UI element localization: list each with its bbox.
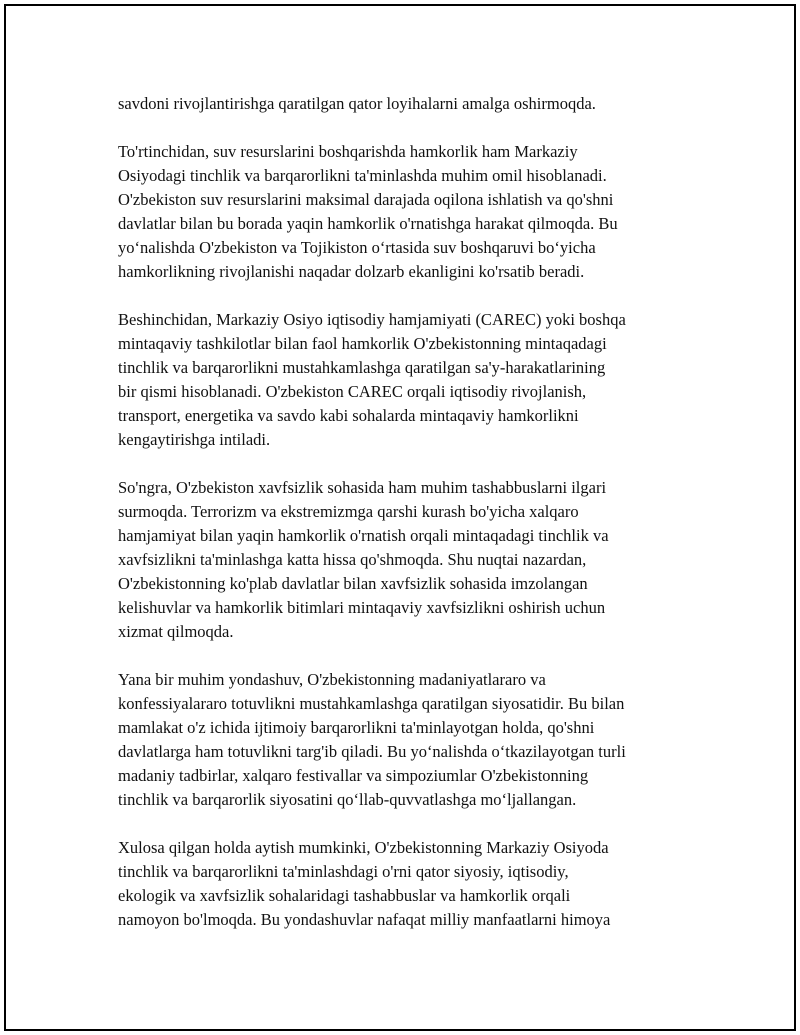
text-line: hamkorlikning rivojlanishi naqadar dolzarb ekanligini ko'rsatib beradi. [118,262,585,281]
text-line: Yana bir muhim yondashuv, O'zbekistonning madaniyatlararo va [118,670,546,689]
text-line: bir qismi hisoblanadi. O'zbekiston CAREC orqali iqtisodiy rivojlanish, [118,382,587,401]
text-line: hamjamiyat bilan yaqin hamkorlik o'rnatish orqali mintaqadagi tinchlik va [118,526,609,545]
text-line: yo‘nalishda O'zbekiston va Tojikiston o‘rtasida suv boshqaruvi bo‘yicha [118,238,596,257]
text-line: ekologik va xavfsizlik sohalaridagi tashabbuslar va hamkorlik orqali [118,886,571,905]
document-body [118,92,688,956]
paragraph [118,476,688,644]
text-line: mintaqaviy tashkilotlar bilan faol hamkorlik O'zbekistonning mintaqadagi [118,334,607,353]
text-line: davlatlar bilan bu borada yaqin hamkorlik o'rnatishga harakat qilmoqda. Bu [118,214,618,233]
text-line: So'ngra, O'zbekiston xavfsizlik sohasida ham muhim tashabbuslarni ilgari [118,478,607,497]
text-line: konfessiyalararo totuvlikni mustahkamlashga qaratilgan siyosatidir. Bu bilan [118,694,625,713]
text-line: xizmat qilmoqda. [118,622,234,641]
paragraph [118,308,688,452]
paragraph [118,836,688,932]
text-line: Beshinchidan, Markaziy Osiyo iqtisodiy hamjamiyati (CAREC) yoki boshqa [118,310,626,329]
paragraph [118,92,688,116]
text-line: transport, energetika va savdo kabi sohalarda mintaqaviy hamkorlikni [118,406,579,425]
text-line: tinchlik va barqarorlikni mustahkamlashga qaratilgan sa'y-harakatlarining [118,358,606,377]
text-line: kengaytirishga intiladi. [118,430,271,449]
text-line: O'zbekistonning ko'plab davlatlar bilan xavfsizlik sohasida imzolangan [118,574,588,593]
paragraph [118,140,688,284]
text-line: mamlakat o'z ichida ijtimoiy barqarorlikni ta'minlayotgan holda, qo'shni [118,718,595,737]
text-line: xavfsizlikni ta'minlashga katta hissa qo'shmoqda. Shu nuqtai nazardan, [118,550,587,569]
text-line: namoyon bo'lmoqda. Bu yondashuvlar nafaqat milliy manfaatlarni himoya [118,910,611,929]
text-line: Xulosa qilgan holda aytish mumkinki, O'zbekistonning Markaziy Osiyoda [118,838,609,857]
text-line: tinchlik va barqarorlik siyosatini qo‘llab-quvvatlashga mo‘ljallangan. [118,790,577,809]
text-line: tinchlik va barqarorlikni ta'minlashdagi o'rni qator siyosiy, iqtisodiy, [118,862,569,881]
text-line: O'zbekiston suv resurslarini maksimal darajada oqilona ishlatish va qo'shni [118,190,614,209]
text-line: To'rtinchidan, suv resurslarini boshqarishda hamkorlik ham Markaziy [118,142,578,161]
text-line: savdoni rivojlantirishga qaratilgan qator loyihalarni amalga oshirmoqda. [118,94,596,113]
text-line: kelishuvlar va hamkorlik bitimlari mintaqaviy xavfsizlikni oshirish uchun [118,598,606,617]
text-line: davlatlarga ham totuvlikni targ'ib qiladi. Bu yo‘nalishda o‘tkazilayotgan turli [118,742,626,761]
text-line: Osiyodagi tinchlik va barqarorlikni ta'minlashda muhim omil hisoblanadi. [118,166,607,185]
text-line: surmoqda. Terrorizm va ekstremizmga qarshi kurash bo'yicha xalqaro [118,502,579,521]
text-line: madaniy tadbirlar, xalqaro festivallar va simpoziumlar O'zbekistonning [118,766,589,785]
paragraph [118,668,688,812]
